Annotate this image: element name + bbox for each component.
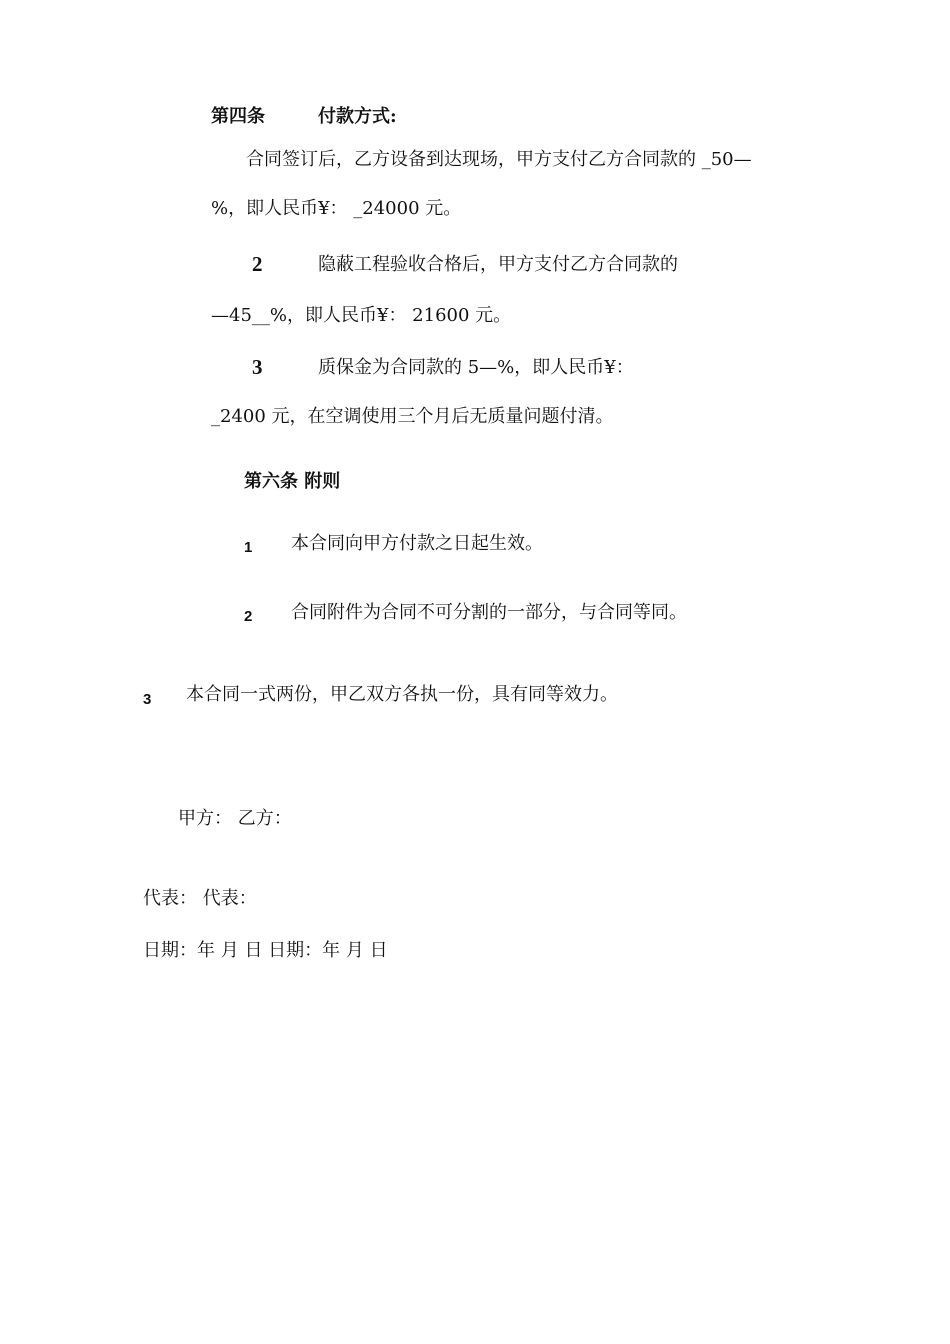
signature-parties: 甲方： 乙方：	[178, 808, 292, 829]
article6-item2-number: 2	[244, 608, 253, 625]
article6-item2-text: 合同附件为合同不可分割的一部分，与合同等同。	[291, 602, 687, 623]
article4-title: 付款方式:	[318, 106, 397, 127]
article6-item1-number: 1	[244, 539, 253, 556]
article6-item3-number: 3	[143, 691, 152, 708]
signature-representatives: 代表： 代表：	[143, 888, 257, 909]
signature-dates: 日期：年 月 日 日期：年 月 日	[143, 940, 388, 961]
article6-item1-text: 本合同向甲方付款之日起生效。	[291, 533, 543, 554]
clause1-line1: 合同签订后，乙方设备到达现场，甲方支付乙方合同款的 _50—	[246, 149, 752, 170]
article6-item3-text: 本合同一式两份，甲乙双方各执一份，具有同等效力。	[186, 684, 618, 705]
clause3-number: 3	[252, 355, 263, 379]
clause3-line1: 质保金为合同款的 5—%，即人民币¥：	[318, 357, 634, 378]
clause2-line1: 隐蔽工程验收合格后，甲方支付乙方合同款的	[318, 254, 678, 275]
article4-number: 第四条	[211, 106, 265, 127]
clause1-line2: %，即人民币¥： _24000 元。	[211, 198, 462, 219]
clause3-line2: _2400 元，在空调使用三个月后无质量问题付清。	[211, 406, 614, 427]
clause2-line2: —45__%，即人民币¥： 21600 元。	[211, 305, 512, 326]
article6-heading: 第六条 附则	[244, 471, 341, 492]
clause2-number: 2	[252, 252, 263, 276]
